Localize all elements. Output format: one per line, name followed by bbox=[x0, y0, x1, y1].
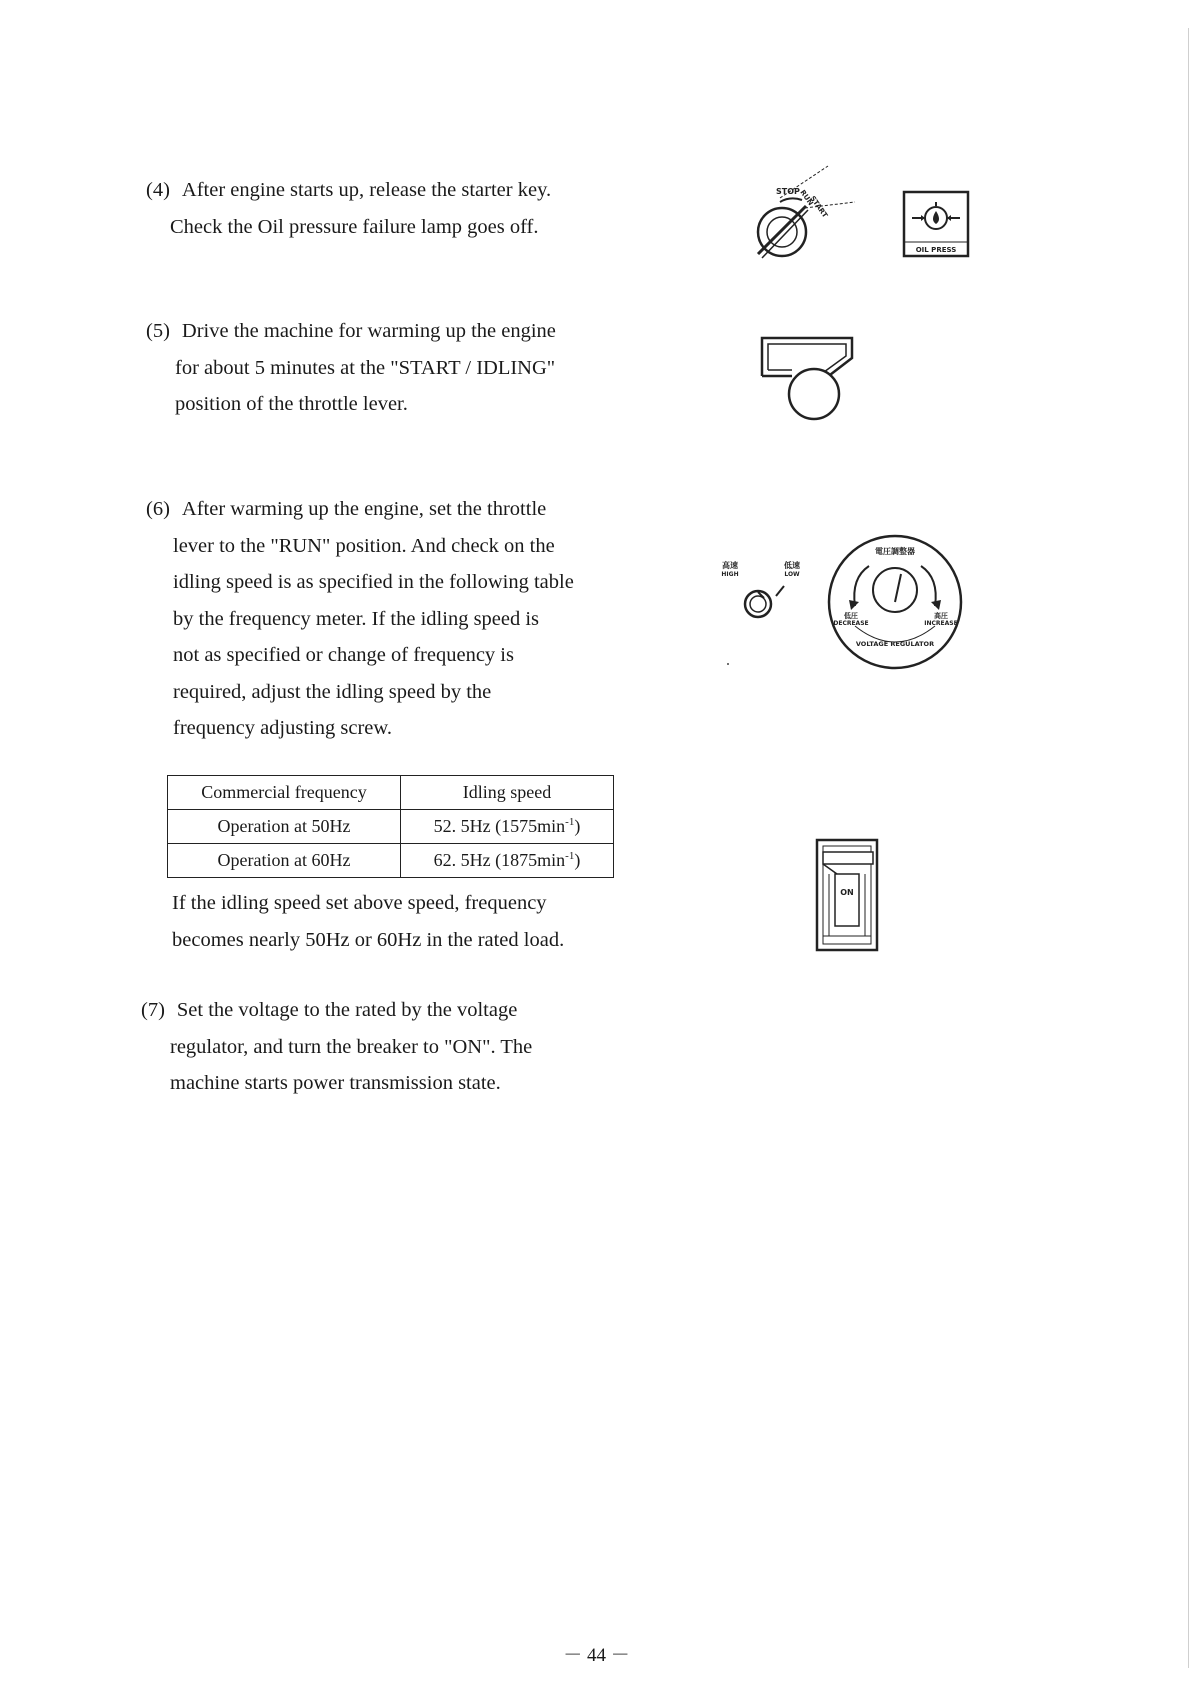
breaker-on-label: ON bbox=[840, 888, 854, 897]
table-cell: 52. 5Hz $(1575\min^{-1})$ bbox=[401, 810, 614, 844]
oil-pressure-lamp-icon bbox=[900, 190, 972, 260]
step-5 bbox=[146, 313, 556, 423]
voltage-regulator-label: VOLTAGE REGULATOR bbox=[855, 640, 935, 648]
speed-knob-icon bbox=[718, 556, 818, 666]
table-cell: Operation at 60Hz bbox=[168, 844, 401, 878]
step-text: After engine starts up, release the starter key. bbox=[181, 179, 552, 201]
table-row bbox=[168, 810, 614, 844]
key-label-run: RUN bbox=[798, 188, 815, 208]
note-text: If the idling speed set above speed, frequency bbox=[172, 892, 547, 914]
note-text: becomes nearly 50Hz or 60Hz in the rated load. bbox=[172, 928, 565, 951]
step-text: frequency adjusting screw. bbox=[173, 717, 392, 739]
throttle-lever-icon bbox=[756, 332, 866, 432]
regulator-increase-cn: 高圧 bbox=[934, 612, 948, 620]
regulator-decrease-label: DECREASE bbox=[833, 620, 869, 627]
starter-key-icon bbox=[750, 158, 870, 278]
regulator-title-cn: 電圧調整器 bbox=[875, 547, 915, 556]
step-text: machine starts power transmission state. bbox=[170, 1072, 501, 1094]
table-header: Commercial frequency bbox=[168, 776, 401, 810]
regulator-increase-label: INCREASE bbox=[924, 620, 958, 627]
step-text: regulator, and turn the breaker to "ON". The bbox=[170, 1035, 533, 1058]
regulator-decrease-cn: 低圧 bbox=[844, 612, 858, 620]
speed-low-label: LOW bbox=[784, 571, 800, 578]
step-text: Set the voltage to the rated by the voltage bbox=[176, 999, 518, 1021]
table-note bbox=[172, 885, 564, 958]
voltage-regulator-icon bbox=[825, 532, 970, 672]
step-text: Check the Oil pressure failure lamp goes off. bbox=[170, 215, 539, 238]
speed-high-label: HIGH bbox=[721, 571, 739, 578]
step-number: (6) bbox=[146, 498, 170, 520]
step-7 bbox=[141, 992, 532, 1102]
step-text: required, adjust the idling speed by the bbox=[173, 680, 492, 703]
step-6 bbox=[146, 491, 574, 747]
step-text: lever to the "RUN" position. And check on the bbox=[173, 534, 555, 557]
step-text: After warming up the engine, set the throttle bbox=[181, 498, 547, 520]
table-row bbox=[168, 844, 614, 878]
step-number: (7) bbox=[141, 999, 165, 1021]
step-4 bbox=[146, 172, 551, 245]
page-number: － 44 － bbox=[563, 1645, 630, 1666]
step-text: Drive the machine for warming up the engine bbox=[181, 320, 556, 342]
step-text: not as specified or change of frequency is bbox=[173, 644, 514, 666]
step-number: (5) bbox=[146, 320, 170, 342]
step-text: idling speed is as specified in the following table bbox=[173, 571, 574, 593]
breaker-switch-icon bbox=[815, 838, 881, 954]
table-cell: Operation at 50Hz bbox=[168, 810, 401, 844]
table-cell: 62. 5Hz $(1875\min^{-1})$ bbox=[401, 844, 614, 878]
step-text: by the frequency meter. If the idling speed is bbox=[173, 607, 540, 630]
table-header-row bbox=[168, 776, 614, 810]
idling-speed-table bbox=[167, 775, 614, 878]
table-header: Idling speed bbox=[401, 776, 614, 810]
speed-high-cn: 高速 bbox=[722, 561, 738, 570]
speed-low-cn: 低速 bbox=[784, 561, 800, 570]
scan-edge bbox=[1188, 28, 1189, 1668]
oil-press-label: OIL PRESS bbox=[915, 246, 957, 254]
step-number: (4) bbox=[146, 179, 170, 201]
key-label-start: START bbox=[808, 194, 829, 220]
key-label-stop: STOP bbox=[776, 187, 800, 196]
step-text: position of the throttle lever. bbox=[175, 393, 408, 415]
step-text: for about 5 minutes at the "START / IDLING" bbox=[175, 356, 556, 379]
